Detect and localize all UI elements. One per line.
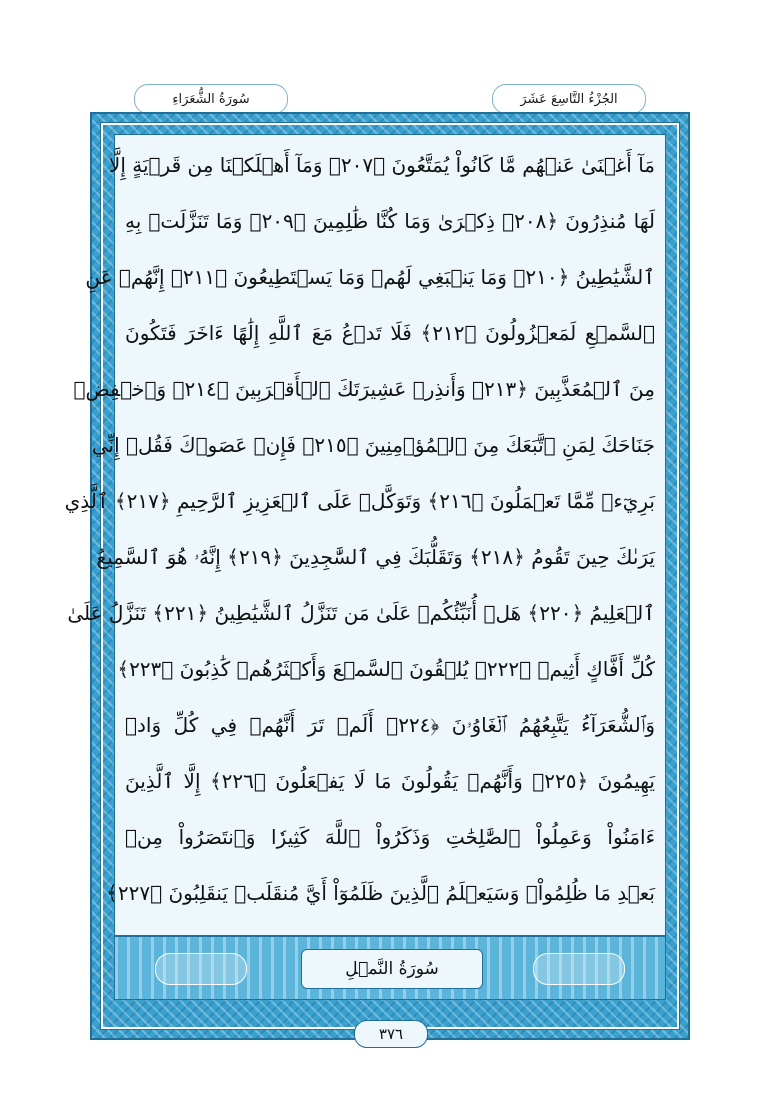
page-number-badge (354, 1020, 428, 1048)
next-surah-title: سُورَةُ النَّمۡلِ (345, 959, 439, 979)
next-surah-title-box (301, 949, 483, 989)
page-frame (64, 112, 690, 1040)
text-line-14: بَعۡدِ مَا ظُلِمُواْۗ وَسَيَعۡلَمُ ٱلَّذِينَ ظَلَمُوٓاْ أَيَّ مُنقَلَبٖ يَنقَلِبُونَ ﴿٢٢٧﴾ (106, 881, 655, 905)
juz-label (492, 84, 646, 114)
text-line-4: ٱلسَّمۡعِ لَمَعۡزُولُونَ ﴿٢١٢﴾ فَلَا تَدۡعُ مَعَ ٱللَّهِ إِلَٰهًا ءَاخَرَ فَتَكُونَ (125, 321, 655, 345)
text-line-3: ٱلشَّيَٰطِينُ ﴿٢١٠﴾ وَمَا يَنۢبَغِي لَهُمۡ وَمَا يَسۡتَطِيعُونَ ﴿٢١١﴾ إِنَّهُمۡ عَنِ (85, 265, 655, 289)
banner-ornament-icon (533, 953, 625, 985)
text-line-10: كُلِّ أَفَّاكٍ أَثِيمٖ ﴿٢٢٢﴾ يُلۡقُونَ ٱلسَّمۡعَ وَأَكۡثَرُهُمۡ كَٰذِبُونَ ﴿٢٢٣﴾ (117, 657, 655, 681)
text-line-2: لَهَا مُنذِرُونَ ﴿٢٠٨﴾ ذِكۡرَىٰ وَمَا كُنَّا ظَٰلِمِينَ ﴿٢٠٩﴾ وَمَا تَنَزَّلَتۡ بِهِ (125, 209, 656, 233)
text-line-1: مَآ أَغۡنَىٰ عَنۡهُم مَّا كَانُواْ يُمَتَّعُونَ ﴿٢٠٧﴾ وَمَآ أَهۡلَكۡنَا مِن قَرۡيَةٍ إِلَّا (108, 153, 655, 177)
text-line-9: ٱلۡعَلِيمُ ﴿٢٢٠﴾ هَلۡ أُنَبِّئُكُمۡ عَلَىٰ مَن تَنَزَّلُ ٱلشَّيَٰطِينُ ﴿٢٢١﴾ تَنَزَّلُ عَلَىٰ (67, 601, 655, 625)
text-line-13: ءَامَنُواْ وَعَمِلُواْ ٱلصَّٰلِحَٰتِ وَذَكَرُواْ ٱللَّهَ كَثِيرٗا وَٱنتَصَرُواْ مِنۢ (125, 825, 655, 849)
text-line-8: يَرَىٰكَ حِينَ تَقُومُ ﴿٢١٨﴾ وَتَقَلُّبَكَ فِي ٱلسَّٰجِدِينَ ﴿٢١٩﴾ إِنَّهُۥ هُوَ ٱلسَّمِيعُ (96, 545, 655, 569)
text-line-7: بَرِيٓءٞ مِّمَّا تَعۡمَلُونَ ﴿٢١٦﴾ وَتَوَكَّلۡ عَلَى ٱلۡعَزِيزِ ٱلرَّحِيمِ ﴿٢١٧﴾ ٱلَّذِي (64, 489, 655, 513)
text-line-5: مِنَ ٱلۡمُعَذَّبِينَ ﴿٢١٣﴾ وَأَنذِرۡ عَشِيرَتَكَ ٱلۡأَقۡرَبِينَ ﴿٢١٤﴾ وَٱخۡفِضۡ (73, 377, 655, 401)
surah-name-label (134, 84, 288, 114)
surah-name-text: سُورَةُ الشُّعَرَاءِ (172, 91, 250, 107)
juz-text: الجُزْءُ التَّاسِعَ عَشَرَ (520, 91, 618, 107)
banner-ornament-icon (155, 953, 247, 985)
text-line-11: وَٱلشُّعَرَآءُ يَتَّبِعُهُمُ ٱلۡغَاوُۥنَ ﴿٢٢٤﴾ أَلَمۡ تَرَ أَنَّهُمۡ فِي كُلِّ وَادٖ (125, 713, 655, 737)
text-line-12: يَهِيمُونَ ﴿٢٢٥﴾ وَأَنَّهُمۡ يَقُولُونَ مَا لَا يَفۡعَلُونَ ﴿٢٢٦﴾ إِلَّا ٱلَّذِينَ (125, 769, 656, 793)
page-number: ٣٧٦ (378, 1025, 404, 1043)
next-surah-banner (114, 936, 666, 1000)
text-line-6: جَنَاحَكَ لِمَنِ ٱتَّبَعَكَ مِنَ ٱلۡمُؤۡمِنِينَ ﴿٢١٥﴾ فَإِنۡ عَصَوۡكَ فَقُلۡ إِنِّي (91, 433, 655, 457)
quran-text-area (64, 134, 666, 936)
